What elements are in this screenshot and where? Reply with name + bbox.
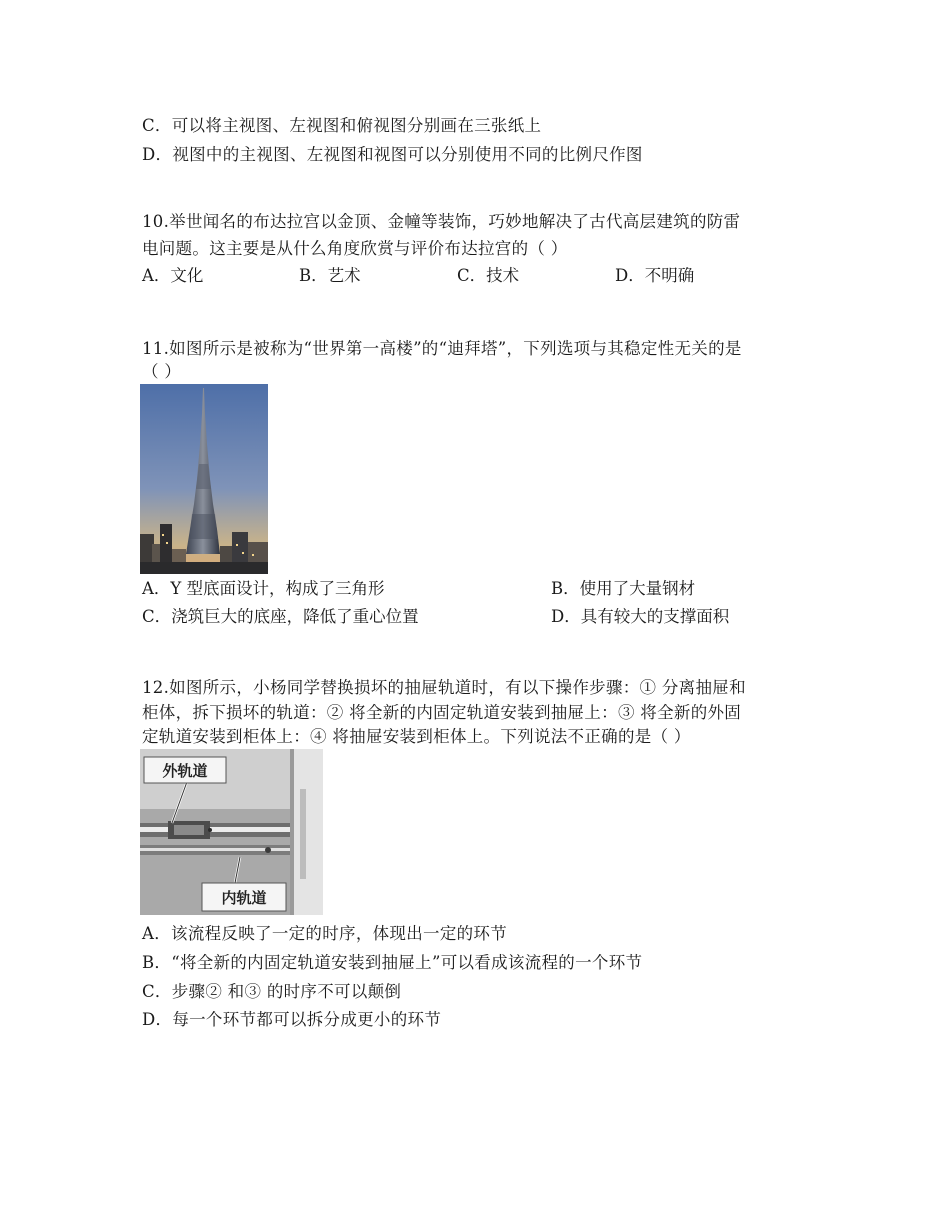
q10-stem-line-2: 电问题。这主要是从什么角度欣赏与评价布达拉宫的（ ）: [142, 239, 568, 258]
q9-option-c: C．可以将主视图、左视图和俯视图分别画在三张纸上: [142, 116, 542, 135]
q12-stem-line-1: 12.如图所示，小杨同学替换损坏的抽屉轨道时，有以下操作步骤：① 分离抽屉和: [142, 678, 746, 697]
q11-stem-line-1: 11.如图所示是被称为“世界第一高楼”的“迪拜塔”，下列选项与其稳定性无关的是: [142, 339, 742, 358]
q10-stem-line-1: 10.举世闻名的布达拉宫以金顶、金幢等装饰，巧妙地解决了古代高层建筑的防雷: [142, 212, 741, 231]
q11-options-row-2: [142, 606, 862, 628]
q12-option-c: C．步骤② 和③ 的时序不可以颠倒: [142, 982, 402, 1001]
q11-option-a: A．Y 型底面设计，构成了三角形: [142, 579, 385, 598]
q12-stem-line-3: 定轨道安装到柜体上：④ 将抽屉安装到柜体上。下列说法不正确的是（ ）: [142, 727, 691, 746]
q11-option-d: D．具有较大的支撑面积: [551, 607, 730, 626]
q11-option-b: B．使用了大量钢材: [551, 579, 696, 598]
q11-stem-line-2: （ ）: [142, 362, 182, 381]
q12-option-b: B．“将全新的内固定轨道安装到抽屉上”可以看成该流程的一个环节: [142, 953, 643, 972]
q10-option-a: A．文化: [142, 266, 204, 285]
q9-option-d: D．视图中的主视图、左视图和视图可以分别使用不同的比例尺作图: [142, 145, 643, 164]
q11-option-c: C．浇筑巨大的底座，降低了重心位置: [142, 607, 419, 626]
q12-stem-line-2: 柜体，拆下损坏的轨道：② 将全新的内固定轨道安装到抽屉上：③ 将全新的外固: [142, 703, 742, 722]
q10-option-b: B．艺术: [299, 266, 361, 285]
q10-option-d: D．不明确: [615, 266, 695, 285]
inner-rail-label: 内轨道: [221, 889, 267, 907]
drawer-rail-illustration: [140, 749, 323, 915]
outer-rail-label: 外轨道: [162, 762, 208, 780]
drawer-rail-photo: [140, 749, 323, 915]
q11-options-row-1: [142, 578, 862, 600]
q12-option-d: D．每一个环节都可以拆分成更小的环节: [142, 1010, 442, 1029]
dubai-tower-illustration: [140, 384, 268, 574]
q10-option-c: C．技术: [457, 266, 520, 285]
q12-option-a: A．该流程反映了一定的时序，体现出一定的环节: [142, 924, 508, 943]
dubai-tower-photo: [140, 384, 268, 574]
q10-options: [142, 265, 822, 287]
